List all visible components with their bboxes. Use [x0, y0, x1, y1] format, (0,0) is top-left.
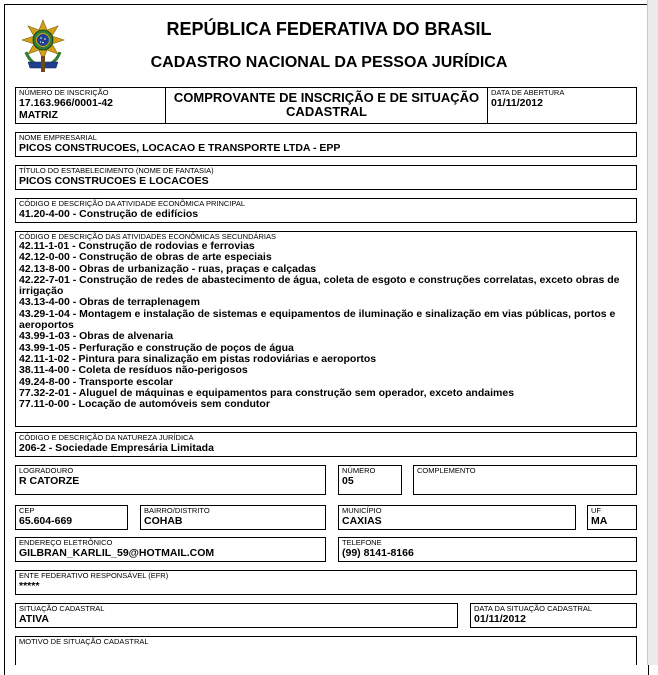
- telefone-label: TELEFONE: [342, 538, 382, 547]
- atividade-secundaria-item: 77.32-2-01 - Aluguel de máquinas e equipamentos para construção sem operador, exceto andaimes: [19, 386, 515, 399]
- bairro-box: [140, 505, 326, 530]
- atividade-secundaria-item: 43.99-1-05 - Perfuração e construção de poços de água: [19, 341, 294, 354]
- atividades-secundarias-box: [15, 231, 637, 427]
- cep-label: CEP: [19, 506, 35, 515]
- data-situacao-value: 01/11/2012: [474, 613, 526, 625]
- efr-label: ENTE FEDERATIVO RESPONSÁVEL (EFR): [19, 571, 169, 580]
- numero-label: NÚMERO: [342, 466, 376, 475]
- situacao-value: ATIVA: [19, 613, 49, 625]
- bairro-value: COHAB: [144, 515, 183, 527]
- atividade-secundaria-item: 49.24-8-00 - Transporte escolar: [19, 375, 174, 388]
- document-subtitle: CADASTRO NACIONAL DA PESSOA JURÍDICA: [150, 54, 508, 71]
- atividade-secundaria-item: 42.11-1-02 - Pintura para sinalização em pistas rodoviárias e aeroportos: [19, 352, 377, 365]
- atividade-principal-label: CÓDIGO E DESCRIÇÃO DA ATIVIDADE ECONÔMICA PRINCIPAL: [19, 199, 246, 208]
- atividade-secundaria-item: 38.11-4-00 - Coleta de resíduos não-perigosos: [19, 364, 248, 377]
- inscricao-box: [15, 87, 166, 124]
- comprovante-line2: CADASTRAL: [286, 104, 367, 119]
- nome-empresarial-label: NOME EMPRESARIAL: [19, 133, 97, 142]
- logradouro-box: [15, 465, 326, 495]
- telefone-value: (99) 8141-8166: [342, 547, 414, 559]
- municipio-box: [338, 505, 576, 530]
- atividade-secundaria-item: 43.29-1-04 - Montagem e instalação de sistemas e equipamentos de iluminação e sinalização em vias públicas, portos e aeroportos: [19, 307, 616, 332]
- efr-box: [15, 570, 637, 595]
- atividade-secundaria-item: 43.99-1-03 - Obras de alvenaria: [19, 330, 174, 343]
- natureza-juridica-box: [15, 432, 637, 457]
- natureza-juridica-value: 206-2 - Sociedade Empresária Limitada: [19, 442, 214, 454]
- nome-empresarial-value: PICOS CONSTRUCOES, LOCACAO E TRANSPORTE LTDA - EPP: [19, 142, 341, 154]
- complemento-label: COMPLEMENTO: [417, 466, 476, 475]
- atividade-secundaria-item: 77.11-0-00 - Locação de automóveis sem condutor: [19, 398, 270, 411]
- atividade-secundaria-item: 42.12-0-00 - Construção de obras de arte especiais: [19, 251, 272, 264]
- atividade-secundaria-item: 42.22-7-01 - Construção de redes de abastecimento de água, coleta de esgoto e construções correlatas, exceto obras de irrigação: [19, 273, 620, 298]
- document-title: REPÚBLICA FEDERATIVA DO BRASIL: [166, 19, 492, 39]
- logradouro-label: LOGRADOURO: [19, 466, 74, 475]
- telefone-box: [338, 537, 637, 562]
- numero-box: [338, 465, 402, 495]
- data-situacao-box: [470, 603, 637, 628]
- atividade-secundaria-item: 42.11-1-01 - Construção de rodovias e ferrovias: [19, 240, 255, 252]
- comprovante-box: [165, 87, 488, 124]
- titulo-box: [15, 165, 637, 190]
- inscricao-type: MATRIZ: [19, 109, 58, 121]
- email-box: [15, 537, 326, 562]
- numero-value: 05: [342, 475, 354, 487]
- vertical-scrollbar[interactable]: [647, 0, 658, 665]
- cep-value: 65.604-669: [19, 515, 73, 527]
- bairro-label: BAIRRO/DISTRITO: [144, 506, 210, 515]
- complemento-box: [413, 465, 637, 495]
- situacao-box: [15, 603, 458, 628]
- motivo-label: MOTIVO DE SITUAÇÃO CADASTRAL: [19, 637, 149, 646]
- nome-empresarial-box: [15, 132, 637, 157]
- email-value: GILBRAN_KARLIL_59@HOTMAIL.COM: [19, 547, 215, 559]
- abertura-box: [487, 87, 637, 124]
- efr-value: *****: [19, 580, 40, 592]
- natureza-juridica-label: CÓDIGO E DESCRIÇÃO DA NATUREZA JURÍDICA: [19, 433, 194, 442]
- uf-value: MA: [591, 515, 608, 527]
- abertura-value: 01/11/2012: [491, 97, 543, 109]
- abertura-label: DATA DE ABERTURA: [491, 88, 565, 97]
- data-situacao-label: DATA DA SITUAÇÃO CADASTRAL: [474, 604, 593, 613]
- atividade-principal-value: 41.20-4-00 - Construção de edifícios: [19, 208, 199, 220]
- uf-label: UF: [591, 506, 601, 515]
- situacao-label: SITUAÇÃO CADASTRAL: [19, 604, 105, 613]
- inscricao-number: 17.163.966/0001-42: [19, 97, 114, 109]
- atividade-secundaria-item: 43.13-4-00 - Obras de terraplenagem: [19, 296, 200, 309]
- inscricao-label: NÚMERO DE INSCRIÇÃO: [19, 88, 109, 97]
- uf-box: [587, 505, 637, 530]
- atividade-secundaria-item: 42.13-8-00 - Obras de urbanização - ruas, praças e calçadas: [19, 262, 317, 275]
- atividades-secundarias-label: CÓDIGO E DESCRIÇÃO DAS ATIVIDADES ECONÔMICAS SECUNDÁRIAS: [19, 232, 276, 241]
- titulo-label: TÍTULO DO ESTABELECIMENTO (NOME DE FANTASIA): [19, 166, 214, 175]
- municipio-label: MUNICÍPIO: [342, 506, 382, 515]
- email-label: ENDEREÇO ELETRÔNICO: [19, 538, 113, 547]
- logradouro-value: R CATORZE: [19, 475, 80, 487]
- motivo-box: [15, 636, 637, 665]
- cep-box: [15, 505, 128, 530]
- atividade-principal-box: [15, 198, 637, 223]
- municipio-value: CAXIAS: [342, 515, 382, 527]
- comprovante-line1: COMPROVANTE DE INSCRIÇÃO E DE SITUAÇÃO: [173, 90, 480, 105]
- titulo-value: PICOS CONSTRUCOES E LOCACOES: [19, 175, 209, 187]
